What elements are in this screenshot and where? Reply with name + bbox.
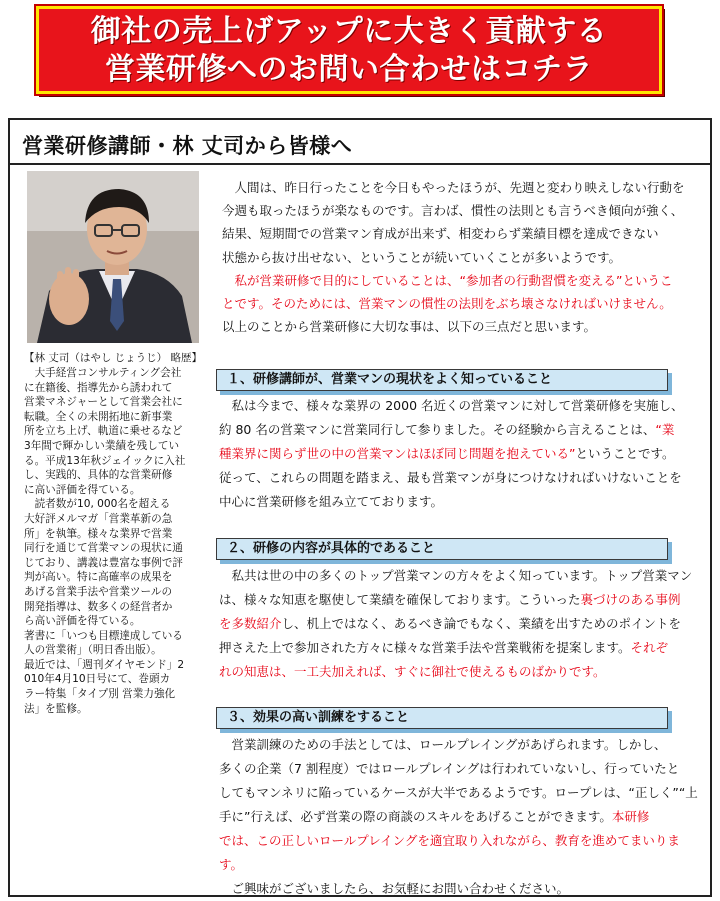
bio-line: じており、講義は豊富な事例で評: [24, 556, 183, 569]
bio-line: に高い評価を得ている。: [24, 483, 141, 496]
bio-line: 営業マネジャーとして営業会社に: [24, 396, 183, 409]
bio-line: し、実践的、具体的な営業研修: [24, 469, 173, 482]
section-3-body: [219, 733, 703, 901]
bio-line: 転職。全くの未開拓地に新事業: [24, 410, 173, 423]
section-2-heading: ２、研修の内容が具体的であること: [216, 538, 668, 560]
section-line: してもマンネリに陥っているケースが大半であるようです。ロープレは、“正しく”“上: [219, 785, 698, 800]
bio-line: 人の営業術」（明日香出版）。: [24, 644, 162, 657]
section-line: 私は今まで、様々な業界の 2000 名近くの営業マンに対して営業研修を実施し、: [219, 398, 684, 413]
intro-text: [222, 176, 702, 338]
intro-line: 結果、短期間での営業マン育成が出来ず、相変わらず業績目標を達成できない: [222, 226, 659, 242]
title-divider: [10, 163, 710, 165]
section-text: 押さえた上で参加された方々に様々な営業手法や営業戦術を提案します。: [219, 640, 631, 655]
bio-line: 所を立ち上げ、軌道に乗せるなど: [24, 425, 183, 438]
bio-line: る。平成13年秋ジェイックに入社: [24, 454, 186, 467]
bio-line: 読者数が10, 000名を超える: [24, 498, 171, 511]
bio-line: 判が高い。特に高確率の成果を: [24, 571, 173, 584]
section-text: は、様々な知恵を駆使して業績を確保しております。こういった: [219, 592, 581, 607]
intro-line: 人間は、昨日行ったことを今日もやったほうが、先週と変わり映えしない行動を: [222, 180, 685, 195]
bio-line: ら高い評価を得ている。: [24, 615, 141, 628]
section-line: 営業訓練のための手法としては、ロールプレイングがあげられます。しかし、: [219, 737, 667, 752]
section-line: [219, 442, 703, 466]
instructor-photo: [27, 171, 199, 343]
section-text: 約 80 名の営業マンに営業同行して参りました。その経験から言えることは、: [219, 422, 656, 437]
bio-line: 010年4月10日号にて、巻頭カ: [24, 673, 171, 686]
section-line: 中心に営業研修を組み立てております。: [219, 494, 444, 509]
bio-line: 所」を執筆。様々な業界で営業: [24, 527, 173, 540]
bio-line: 著書に「いつも目標達成している: [24, 629, 183, 642]
section-emphasis: 本研修: [611, 809, 650, 824]
section-line: [219, 636, 703, 660]
section-line: [219, 612, 703, 636]
section-1-body: [219, 394, 703, 514]
section-line: 従って、これらの問題を踏まえ、最も営業マンが身につけなければいけないことを: [219, 470, 682, 485]
bio-line: ラー特集「タイプ別 営業力強化: [24, 688, 176, 701]
section-3-heading: ３、効果の高い訓練をすること: [216, 707, 668, 729]
intro-line: 今週も取ったほうが楽なものです。言わば、慣性の法則とも言うべき傾向が強く、: [222, 203, 684, 219]
section-line: 多くの企業（7 割程度）ではロールプレイングは行われていないし、行っていたと: [219, 761, 680, 776]
bio-line: 大手経営コンサルティング会社: [24, 367, 182, 379]
contact-invitation: ご興味がございましたら、お気軽にお問い合わせください。: [219, 881, 570, 896]
section-emphasis: 種業界に関らず世の中の営業マンはほぼ同じ問題を抱えている”: [219, 446, 576, 461]
bio-heading: 【林 丈司（はやし じょうじ） 略歴】: [24, 352, 203, 364]
bio-line: に在籍後、指導先から誘われて: [24, 381, 173, 394]
section-line: では、この正しいロールプレイングを適宜取り入れながら、教育を進めてまいりま: [219, 833, 680, 848]
section-line: 私共は世の中の多くのトップ営業マンの方々をよく知っています。トップ営業マン: [219, 568, 693, 583]
section-text: し、机上ではなく、あるべき論でもなく、業績を出すためのポイントを: [281, 616, 682, 631]
page-title: 営業研修講師・林 丈司から皆様へ: [22, 134, 353, 158]
section-emphasis: それぞ: [630, 640, 669, 655]
bio-text: [24, 366, 210, 716]
section-line: [219, 805, 703, 829]
bio-line: 3年間で輝かしい業績を残してい: [24, 439, 180, 452]
bio-line: 法」を監修。: [24, 702, 88, 715]
section-line: す。: [219, 857, 244, 872]
bio-line: 同行を通じて営業マンの現状に通: [24, 542, 183, 555]
section-text: ということです。: [575, 446, 675, 461]
section-1-heading: １、研修講師が、営業マンの現状をよく知っていること: [216, 369, 668, 391]
section-emphasis: 裏づけのある事例: [580, 592, 681, 607]
bio-line: あげる営業手法や営業ツールの: [24, 585, 173, 598]
person-illustration: [27, 171, 199, 343]
banner-line-1: 御社の売上げアップに大きく貢献する: [90, 14, 608, 49]
intro-emphasis-line: とです。そのためには、営業マンの慣性の法則をぶち壊さなければいけません。: [222, 296, 672, 312]
intro-emphasis-line: 私が営業研修で目的にしていることは、“参加者の行動習慣を変える”というこ: [222, 272, 673, 288]
bio-line: 大好評メルマガ「営業革新の急: [24, 512, 173, 525]
section-emphasis: “業: [655, 422, 675, 437]
intro-line: 状態から抜け出せない、ということが続いていくことが多いようです。: [222, 249, 622, 265]
section-2-body: [219, 564, 703, 684]
bio-line: 最近では、「週刊ダイヤモンド」2: [24, 658, 185, 671]
section-line: [219, 418, 703, 442]
bio-line: 開発指導は、数多くの経営者か: [24, 600, 173, 613]
section-line: れの知恵は、一工夫加えれば、すぐに御社で使えるものばかりです。: [219, 664, 606, 679]
section-emphasis: を多数紹介: [219, 616, 282, 631]
banner-line-2: 営業研修へのお問い合わせはコチラ: [105, 52, 593, 87]
message-box: [8, 118, 712, 897]
contact-banner[interactable]: [36, 6, 662, 94]
intro-closing-line: 以上のことから営業研修に大切な事は、以下の三点だと思います。: [222, 319, 597, 335]
section-line: [219, 588, 703, 612]
section-text: 手に”行えば、必ず営業の際の商談のスキルをあげることができます。: [219, 809, 612, 824]
